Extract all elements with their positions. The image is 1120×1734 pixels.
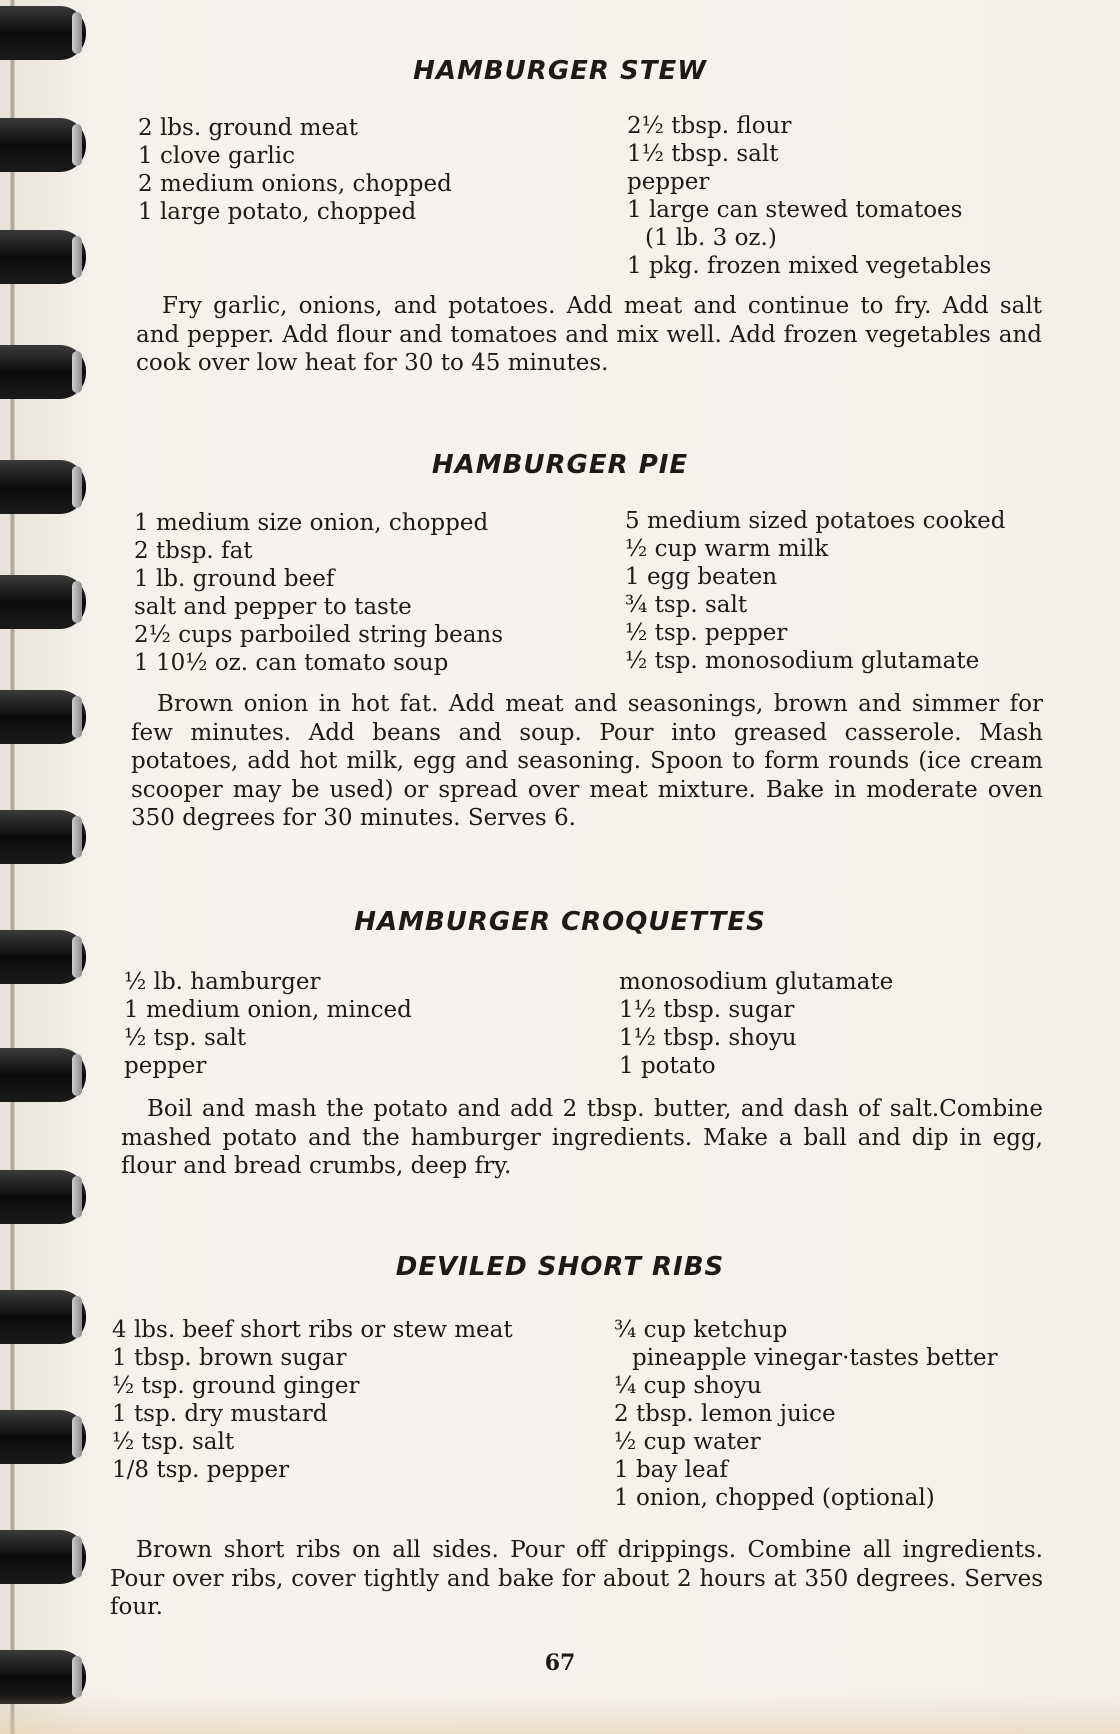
ingredient: 1 lb. ground beef bbox=[134, 566, 335, 592]
ingredient: 1 pkg. frozen mixed vegetables bbox=[627, 253, 992, 279]
ingredients-left bbox=[112, 1316, 513, 1484]
ingredients-right bbox=[614, 1316, 998, 1512]
ingredient: 2½ cups parboiled string beans bbox=[134, 622, 504, 648]
recipe-title: DEVILED SHORT RIBS bbox=[395, 1252, 725, 1282]
ingredient: 1 medium onion, minced bbox=[124, 997, 412, 1023]
ingredient: 2 lbs. ground meat bbox=[138, 115, 359, 141]
ingredient: ½ cup warm milk bbox=[625, 536, 829, 562]
ingredient: 4 lbs. beef short ribs or stew meat bbox=[112, 1317, 513, 1343]
binding-ring-icon bbox=[0, 1530, 86, 1584]
ingredient: ¾ tsp. salt bbox=[625, 592, 748, 618]
ingredient: 1 potato bbox=[619, 1053, 716, 1079]
ingredient: ½ tsp. ground ginger bbox=[112, 1373, 360, 1399]
binding-ring-icon bbox=[0, 1410, 86, 1464]
binding-ring-icon bbox=[0, 930, 86, 984]
ingredient: 2 tbsp. fat bbox=[134, 538, 253, 564]
ingredient: ½ lb. hamburger bbox=[124, 969, 321, 995]
ingredients-right bbox=[625, 507, 1006, 675]
recipe-directions: Fry garlic, onions, and potatoes. Add meat and continue to fry. Add salt and pepper. Add flour and tomatoes and mix well. Add frozen vegetables and cook over low heat for 30 to 45 minutes. bbox=[136, 293, 1042, 376]
ingredient: 2 medium onions, chopped bbox=[138, 171, 452, 197]
page-stain bbox=[0, 1694, 1120, 1734]
ingredient: 1 tsp. dry mustard bbox=[112, 1401, 328, 1427]
ingredient: 2½ tbsp. flour bbox=[627, 113, 792, 139]
recipe-title: HAMBURGER PIE bbox=[431, 450, 689, 480]
ingredients-right bbox=[627, 112, 991, 280]
ingredient: ½ cup water bbox=[614, 1429, 761, 1455]
recipe-directions: Brown onion in hot fat. Add meat and seasonings, brown and simmer for few minutes. Add beans and soup. Pour into greased casserole. Mash potatoes, add hot milk, egg and seasoning. Spoon to form rounds (ice cream scooper may be used) or spread over meat mixture. Bake in moderate oven 350 degrees for 30 minutes. Serves 6. bbox=[131, 691, 1043, 831]
ingredient: 1 onion, chopped (optional) bbox=[614, 1485, 935, 1511]
binding-ring-icon bbox=[0, 1290, 86, 1344]
recipe-title: HAMBURGER CROQUETTES bbox=[354, 907, 766, 937]
binding-ring-icon bbox=[0, 230, 86, 284]
ingredients-left bbox=[134, 509, 503, 677]
ingredient: pepper bbox=[124, 1053, 207, 1079]
binding-ring-icon bbox=[0, 6, 86, 60]
ingredient: 1 10½ oz. can tomato soup bbox=[134, 650, 449, 676]
ingredient: ½ tsp. pepper bbox=[625, 620, 788, 646]
ingredients-left bbox=[124, 968, 412, 1080]
ingredient: pepper bbox=[627, 169, 710, 195]
ingredient: ¾ cup ketchup bbox=[614, 1317, 788, 1343]
ingredient: 1½ tbsp. shoyu bbox=[619, 1025, 797, 1051]
ingredient: 1 egg beaten bbox=[625, 564, 778, 590]
ingredient: 1½ tbsp. sugar bbox=[619, 997, 795, 1023]
ingredient: 1½ tbsp. salt bbox=[627, 141, 779, 167]
ingredient: 1 large potato, chopped bbox=[138, 199, 417, 225]
page-number: 67 bbox=[544, 1650, 576, 1676]
recipe-directions: Brown short ribs on all sides. Pour off drippings. Combine all ingredients. Pour over ribs, cover tightly and bake for about 2 hours at 350 degrees. Serves four. bbox=[110, 1537, 1043, 1620]
binding-ring-icon bbox=[0, 1170, 86, 1224]
ingredient: pineapple vinegar·tastes better bbox=[632, 1345, 998, 1371]
ingredient: ½ tsp. salt bbox=[124, 1025, 247, 1051]
ingredient: 1 clove garlic bbox=[138, 143, 295, 169]
ingredients-left bbox=[138, 114, 452, 226]
recipe-title: HAMBURGER STEW bbox=[413, 56, 707, 86]
binding-ring-icon bbox=[0, 1048, 86, 1102]
ingredient: ¼ cup shoyu bbox=[614, 1373, 762, 1399]
ingredient: (1 lb. 3 oz.) bbox=[645, 225, 777, 251]
ingredient: 1 tbsp. brown sugar bbox=[112, 1345, 347, 1371]
ingredient: 5 medium sized potatoes cooked bbox=[625, 508, 1006, 534]
ingredient: ½ tsp. salt bbox=[112, 1429, 235, 1455]
binding-ring-icon bbox=[0, 575, 86, 629]
binding-ring-icon bbox=[0, 690, 86, 744]
ingredients-right bbox=[619, 968, 893, 1080]
ingredient: 2 tbsp. lemon juice bbox=[614, 1401, 836, 1427]
ingredient: salt and pepper to taste bbox=[134, 594, 412, 620]
ingredient: 1 medium size onion, chopped bbox=[134, 510, 489, 536]
binding-ring-icon bbox=[0, 118, 86, 172]
recipe-directions: Boil and mash the potato and add 2 tbsp. butter, and dash of salt.Combine mashed potato and the hamburger ingredients. Make a ball and dip in egg, flour and bread crumbs, deep fry. bbox=[121, 1096, 1043, 1179]
ingredient: 1 large can stewed tomatoes bbox=[627, 197, 963, 223]
ingredient: ½ tsp. monosodium glutamate bbox=[625, 648, 980, 674]
ingredient: monosodium glutamate bbox=[619, 969, 894, 995]
ingredient: 1 bay leaf bbox=[614, 1457, 728, 1483]
binding-ring-icon bbox=[0, 345, 86, 399]
ingredient: 1/8 tsp. pepper bbox=[112, 1457, 290, 1483]
binding-ring-icon bbox=[0, 810, 86, 864]
